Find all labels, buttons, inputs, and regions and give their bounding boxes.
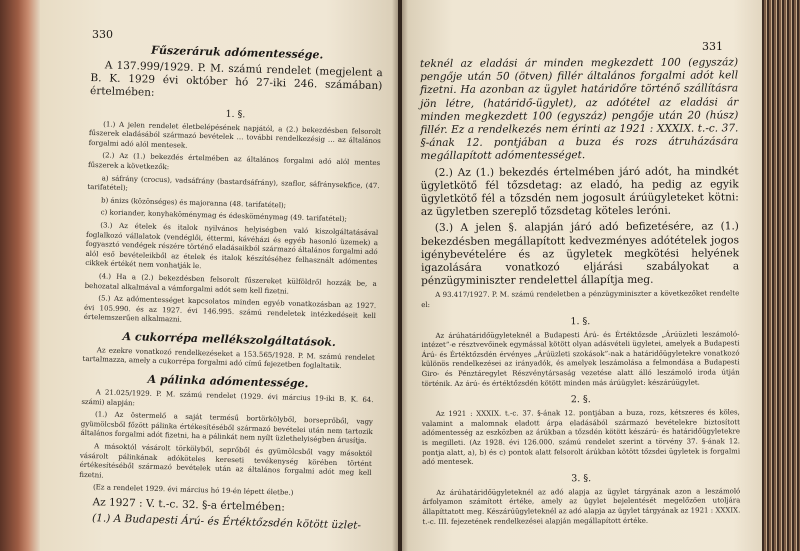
heading: Fűszeráruk adómentessége. — [150, 43, 324, 62]
paragraph: A 137.999/1929. P. M. számú rendelet (megjelent a B. K. 1929 évi október hó 27-iki 246. számában) értelmében: — [89, 59, 383, 100]
left-page-edge — [0, 0, 40, 551]
paragraph: (Ez a rendelet 1929. évi március hó 19-én lépett életbe.) — [92, 483, 294, 498]
paragraph: Az ezekre vonatkozó rendelkezéseket a 153.565/1928. P. M. számú rendelet tartalmazza, amely a cukorrépa forgalmi adó című fejezetben foglaltatik. — [82, 346, 375, 371]
right-page-edge — [762, 0, 800, 551]
paragraph: (1.) A Budapesti Árú- és Értéktőzsdén kötött üzlet- — [91, 512, 362, 532]
paragraph: Az 1921 : XXXIX. t.-c. 37. §-ának 12. pontjában a buza, rozs, kétszeres és köles, valamint a malomnak eladott árpa eladásából származó bevételekre biztosított adómentesség az eszközben az árúkban a tőzsdén kötött készárú- és határidőügyletekre is megilleti. (Az 1928. évi 126.000. számú rendelet szerint a törvény 37. §-ának 12. pontja alatt, a), b) és c) pontok alatt felsorolt árúkban kötött tőzsdei ügyletek is forgalmi adó mentesek. — [421, 408, 741, 467]
paragraph: Az árúhatáridőügyleteknél a Budapesti Árú- és Értéktőzsde „Árúüzleti leszámoló-intézet”-e résztvevőinek egymással kötött olyan adásvételi ügyletei, amelyek a Budapesti Árú- és Értéktőzsdén érvényes „Árúüzleti szokások”-nak a határidőügyletekre vonatkozó különös rendelkezései az irányadók, és amelyek leszámolása a felmondása a Budapesti Giro- és Pénztáregylet Részvénytársaság vezetése alatt álló leszámoló iroda útján történik. Az árú- és értéktőzsdén kötött minden más árúügylet: készárúügylet. — [421, 329, 740, 388]
section-heading: 1. §. — [225, 108, 246, 120]
paragraph: a) sáfrány (crocus), vadsáfrány (bastardsáfrány), szaflor, sáfránysekfice, (47. tarifatétel); — [87, 173, 380, 193]
paragraph: (2.) Az (1.) bekezdés értelmében az általános forgalmi adó alól mentes fűszerek a következők: — [87, 151, 381, 172]
paragraph: (5.) Az adómentességet kapcsolatos minden egyéb vonatkozásban az 1927. évi 105.990. és az 1927. évi 146.995. számú rendeletek intézkedéseit kell értelemszerűen alkalmazni. — [83, 294, 377, 324]
section-heading: 3. §. — [571, 472, 592, 484]
paragraph: Az 1927 : V. t.-c. 32. §-a értelmében: — [92, 496, 286, 514]
book-gutter — [392, 0, 408, 551]
paragraph: (4.) Ha a (2.) bekezdésben felsorolt fűszereket külföldről hozzák be, a behozatal alkalmával a vámforgalmi adót sem kell fizetni. — [84, 272, 377, 296]
paragraph: (1.) Az östermelő a saját termésű bortörkölyből, borseprőből, vagy gyümölcsből főzött pálinka értékesítéséből származó bevételei után nem tartozik általános forgalmi adót fizetni, ha a pálinkát nem nyílt üzlethelyiségben árusítja. — [80, 410, 374, 446]
left-page-text — [78, 22, 384, 536]
paragraph: (2.) Az (1.) bekezdés értelmében járó adót, ha mindkét ügyletkötő fél tőzsdetag: az eladó, ha pedig az egyik ügyletkötő fél a tőzsdén nem jogosult árúügyleteket kötni: az ügyletben szereplő tőzsdetag köteles leróni. — [420, 164, 739, 219]
heading: A cukorrépa mellékszolgáltatások. — [122, 329, 336, 349]
paragraph: (3.) Az ételek és italok nyilvános helyiségben való kiszolgáltatásával foglalkozó vállalatok (vendéglői, éttermi, kávéházi és egyéb hasonló üzemek) a fogyasztó vendégek részére történő eladásaikból származó általános forgalmi adó alól eső bevételeikből az ételek és italok készítéséhez felhasznált adómentes cikkek értékét nem vonhatják le. — [85, 221, 379, 271]
section-heading: 1. §. — [570, 315, 591, 327]
paragraph: Az árúhatáridőügyleteknél az adó alapja az ügylet tárgyának azon a leszámoló árfolyamon számított értéke, amely az ügylet bejelentését megelőzően utoljára állapíttatott meg. Készárúügyleteknél az adó alapja az ügylet tárgyának az 1921 : XXXIX. t.-c. III. fejezetének rendelkezései alapján megállapított értéke. — [422, 487, 741, 526]
paragraph: A másoktól vásárolt törkölyből, seprőből és gyümölcsből vagy másoktól vásárolt pálinkának adóköteles kereseti tevékenység körében történt értékesítéséből származó bevételek után az általános forgalmi adót meg kell fizetni. — [79, 442, 373, 480]
paragraph: c) koriander, konyhaköménymag és édesköménymag (49. tarifatétel); — [100, 208, 347, 224]
paragraph: teknél az eladási ár minden megkezdett 100 (egyszáz) pengője után 50 (ötven) fillér általános forgalmi adót kell fizetni. Ha azonban az ügylet határidőre történő szállításra jön létre, (határidő-ügylet), az adótétel az eladási ár minden megkezdett 100 (egyszáz) pengője után 20 (húsz) fillér. Ez a rendelkezés nem érinti az 1921 : XXXIX. t.-c. 37. §-ának 12. pontjában a buza és rozs átruházására megállapított adómentességet. — [420, 56, 739, 163]
paragraph: (1.) A jelen rendelet életbelépésének napjától, a (2.) bekezdésben felsorolt fűszerek eladásából származó bevételek … további rendelkezésig … az általános forgalmi adó alól mentesek. — [88, 119, 382, 150]
right-page — [402, 0, 762, 551]
heading: A pálinka adómentessége. — [147, 372, 309, 391]
page-number: 331 — [702, 40, 723, 53]
page-number: 330 — [92, 28, 113, 41]
left-page — [40, 0, 398, 551]
right-page-text — [420, 56, 740, 530]
paragraph: A 93.417/1927. P. M. számú rendeletben a pénzügyminiszter a következőket rendelte el: — [421, 289, 740, 310]
section-heading: 2. §. — [570, 394, 591, 406]
paragraph: (3.) A jelen §. alapján járó adó befizetésére, az (1.) bekezdésben megállapított kedvezményes adótételek jogos igénybevételére és az ügyletek megkötési helyének igazolására vonatkozó eljárási szabályokat a pénzügyminiszter rendelettel állapítja meg. — [420, 220, 740, 288]
paragraph: b) ánizs (közönséges) és majoranna (48. tarifatétel); — [100, 196, 287, 210]
paragraph: A 21.025/1929. P. M. számú rendelet (1929. évi március 19-iki B. K. 64. számi) alapján: — [81, 388, 374, 408]
